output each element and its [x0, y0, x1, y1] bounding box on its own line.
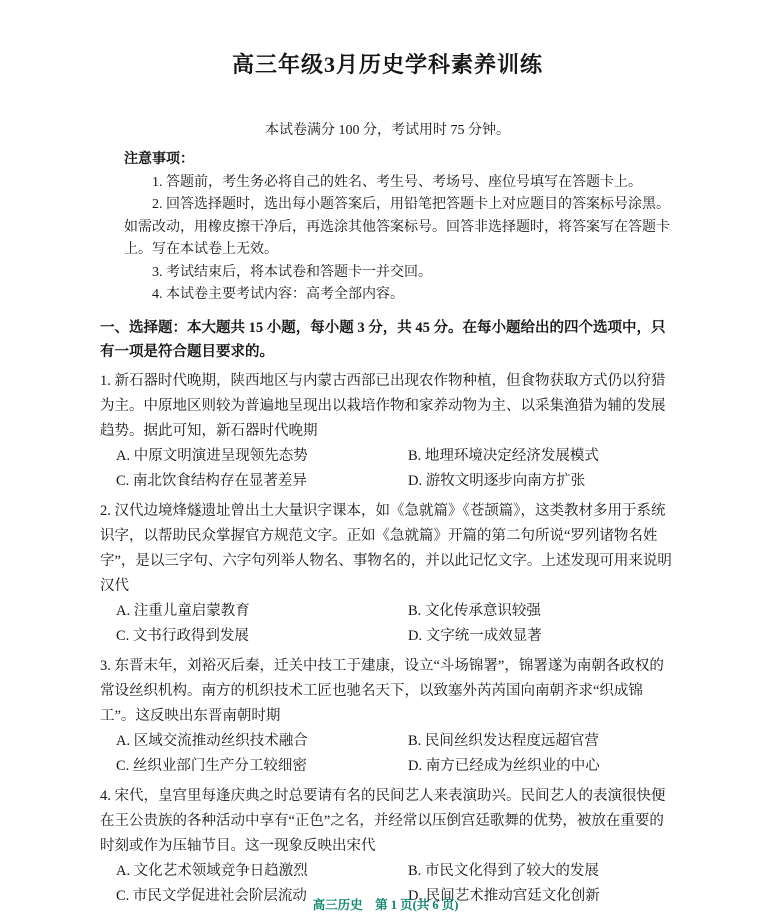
question-2-option-b: B. 文化传承意识较强 [408, 602, 541, 619]
notice-item-2: 2. 回答选择题时，选出每小题答案后，用铅笔把答题卡上对应题目的答案标号涂黑。如需改动，用橡皮擦干净后，再选涂其他答案标号。回答非选择题时，将答案写在答题卡上。写在本试卷上无效。 [124, 197, 670, 257]
question-4-option-b: B. 市民文化得到了较大的发展 [408, 862, 599, 879]
question-3-options [116, 729, 675, 779]
question-4-option-c: C. 市民文学促进社会阶层流动 [116, 887, 307, 904]
exam-subtitle: 本试卷满分 100 分，考试用时 75 分钟。 [265, 123, 510, 138]
question-1-option-b: B. 地理环境决定经济发展模式 [408, 447, 599, 464]
question-1 [100, 369, 675, 494]
question-2-options [116, 599, 675, 649]
question-3-option-a: A. 区域交流推动丝织技术融合 [116, 732, 308, 749]
notice-item-4: 4. 本试卷主要考试内容：高考全部内容。 [152, 287, 404, 302]
notice-section [124, 149, 675, 307]
question-4-option-a: A. 文化艺术领域竞争日趋激烈 [116, 862, 308, 879]
question-3 [100, 654, 675, 779]
question-2-option-d: D. 文字统一成效显著 [408, 627, 542, 644]
notice-item-1: 1. 答题前，考生务必将自己的姓名、考生号、考场号、座位号填写在答题卡上。 [152, 174, 642, 190]
question-3-option-b: B. 民间丝织发达程度远超官营 [408, 732, 599, 749]
question-4 [100, 784, 675, 909]
question-2-option-c: C. 文书行政得到发展 [116, 627, 249, 644]
question-4-stem: 4. 宋代，皇宫里每逢庆典之时总要请有名的民间艺人来表演助兴。民间艺人的表演很快便在王公贵族的各种活动中享有“正色”之名，并经常以压倒宫廷歌舞的优势，被放在重要的时刻或作为压轴节目。这一现象反映出宋代 [100, 787, 666, 854]
notice-item-3: 3. 考试结束后，将本试卷和答题卡一并交回。 [152, 264, 432, 280]
question-3-option-d: D. 南方已经成为丝织业的中心 [408, 757, 600, 774]
page-footer: 高三历史 第 1 页(共 6 页) [312, 898, 459, 912]
page-title: 高三年级3月历史学科素养训练 [231, 52, 543, 77]
section-header: 一、选择题：本大题共 15 小题，每小题 3 分，共 45 分。在每小题给出的四个选项中，只有一项是符合题目要求的。 [100, 319, 666, 360]
question-2-option-a: A. 注重儿童启蒙教育 [116, 602, 250, 619]
question-2-stem: 2. 汉代边境烽燧遗址曾出土大量识字课本，如《急就篇》《苍颉篇》，这类教材多用于系统识字，以帮助民众掌握官方规范文字。正如《急就篇》开篇的第二句所说“罗列诸物名姓字”，是以三字句、六字句列举人物名、事物名的，并以此记忆文字。上述发现可用来说明汉代 [100, 502, 672, 594]
question-2 [100, 499, 675, 649]
question-1-option-d: D. 游牧文明逐步向南方扩张 [408, 472, 586, 489]
question-1-options [116, 444, 675, 494]
question-1-stem: 1. 新石器时代晚期，陕西地区与内蒙古西部已出现农作物种植，但食物获取方式仍以狩猎为主。中原地区则较为普遍地呈现出以栽培作物和家养动物为主、以采集渔猎为辅的发展趋势。据此可知，新石器时代晚期 [100, 372, 666, 439]
question-3-option-c: C. 丝织业部门生产分工较细密 [116, 757, 307, 774]
question-4-option-d: D. 民间艺术推动宫廷文化创新 [408, 887, 600, 904]
question-3-stem: 3. 东晋末年，刘裕灭后秦，迁关中技工于建康，设立“斗场锦署”，锦署遂为南朝各政权的常设丝织机构。南方的机织技术工匠也驰名天下，以致塞外芮芮国向南朝齐求“织成锦工”。这反映出东晋南朝时期 [100, 657, 664, 724]
question-1-option-c: C. 南北饮食结构存在显著差异 [116, 472, 307, 489]
question-1-option-a: A. 中原文明演进呈现领先态势 [116, 447, 308, 464]
notice-header: 注意事项： [124, 152, 194, 167]
